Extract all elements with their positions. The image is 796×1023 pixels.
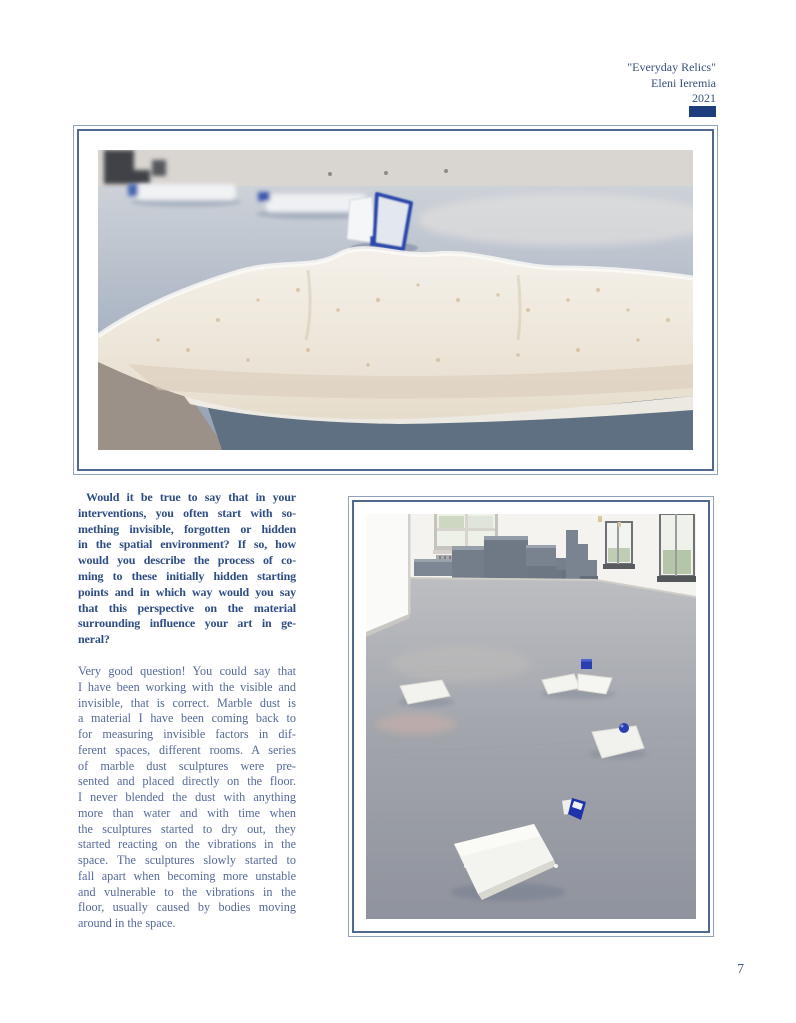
year-label: 2021	[692, 91, 716, 105]
left-wall	[366, 514, 411, 637]
text-line: more than water and with time when	[78, 805, 296, 820]
interview-question	[78, 490, 296, 648]
photo-frame-top	[73, 125, 718, 475]
text-line: of marble dust sculptures were pre-	[78, 758, 296, 773]
text-line: Would it be true to say that in your	[86, 490, 296, 504]
page-header	[627, 60, 716, 107]
text-line: mething invisible, forgotten or hidden	[78, 521, 296, 536]
pink-light-reflection	[376, 714, 456, 734]
text-line: a material I have been coming back to	[78, 711, 296, 726]
text-line: ming to these initially hidden starting	[78, 568, 296, 583]
text-line: points and in which way would you say	[78, 584, 296, 599]
photo-frame-top-inner	[77, 129, 714, 471]
text-line: surrounding influence your art in ge-	[78, 616, 296, 631]
work-title: "Everyday Relics"	[627, 60, 716, 74]
text-line: and vulnerable to the vibrations in the	[78, 884, 296, 899]
warm-light-patch	[391, 646, 531, 682]
text-line: sented and placed directly on the floor.	[78, 774, 296, 789]
artist-name: Eleni Ieremia	[651, 75, 716, 90]
text-line: that this perspective on the material	[78, 600, 296, 615]
text-line: Very good question! You could say that	[78, 664, 296, 678]
photo-frame-right-inner	[352, 500, 710, 933]
background-slab-left	[128, 184, 241, 207]
dust-slab-pair	[540, 674, 616, 699]
marble-dust-closeup-photo	[98, 150, 693, 450]
text-line: started reacting on the vibrations in the	[78, 837, 296, 852]
accent-bar	[689, 106, 716, 117]
text-line: neral?	[78, 632, 110, 647]
gallery-installation-photo	[366, 514, 696, 919]
standing-blue-tile	[347, 194, 418, 254]
text-line: ferent spaces, different rooms. A series	[78, 742, 296, 757]
text-line: fall apart when becoming more unstable	[78, 868, 296, 883]
text-line: would you describe the process of co-	[78, 553, 296, 568]
text-line: interventions, you often start with so-	[78, 505, 296, 520]
text-line: floor, usually caused by bodies moving	[78, 900, 296, 915]
text-line: in the spatial environment? If so, how	[78, 537, 296, 552]
text-line: for measuring invisible factors in dif-	[78, 727, 296, 741]
text-line: I never blended the dust with anything	[78, 790, 296, 804]
photo-frame-right	[348, 496, 714, 937]
page-number: 7	[737, 961, 744, 976]
interview-answer	[78, 664, 296, 932]
text-line: the sculptures started to dry out, they	[78, 821, 296, 836]
text-line: invisible, that is correct. Marble dust is	[78, 695, 296, 710]
gallery-wall	[98, 150, 693, 186]
text-line: space. The sculptures slowly started to	[78, 853, 296, 867]
text-line: I have been working with the visible and	[78, 679, 296, 694]
blue-object-back	[581, 659, 592, 669]
text-line: around in the space.	[78, 916, 176, 930]
